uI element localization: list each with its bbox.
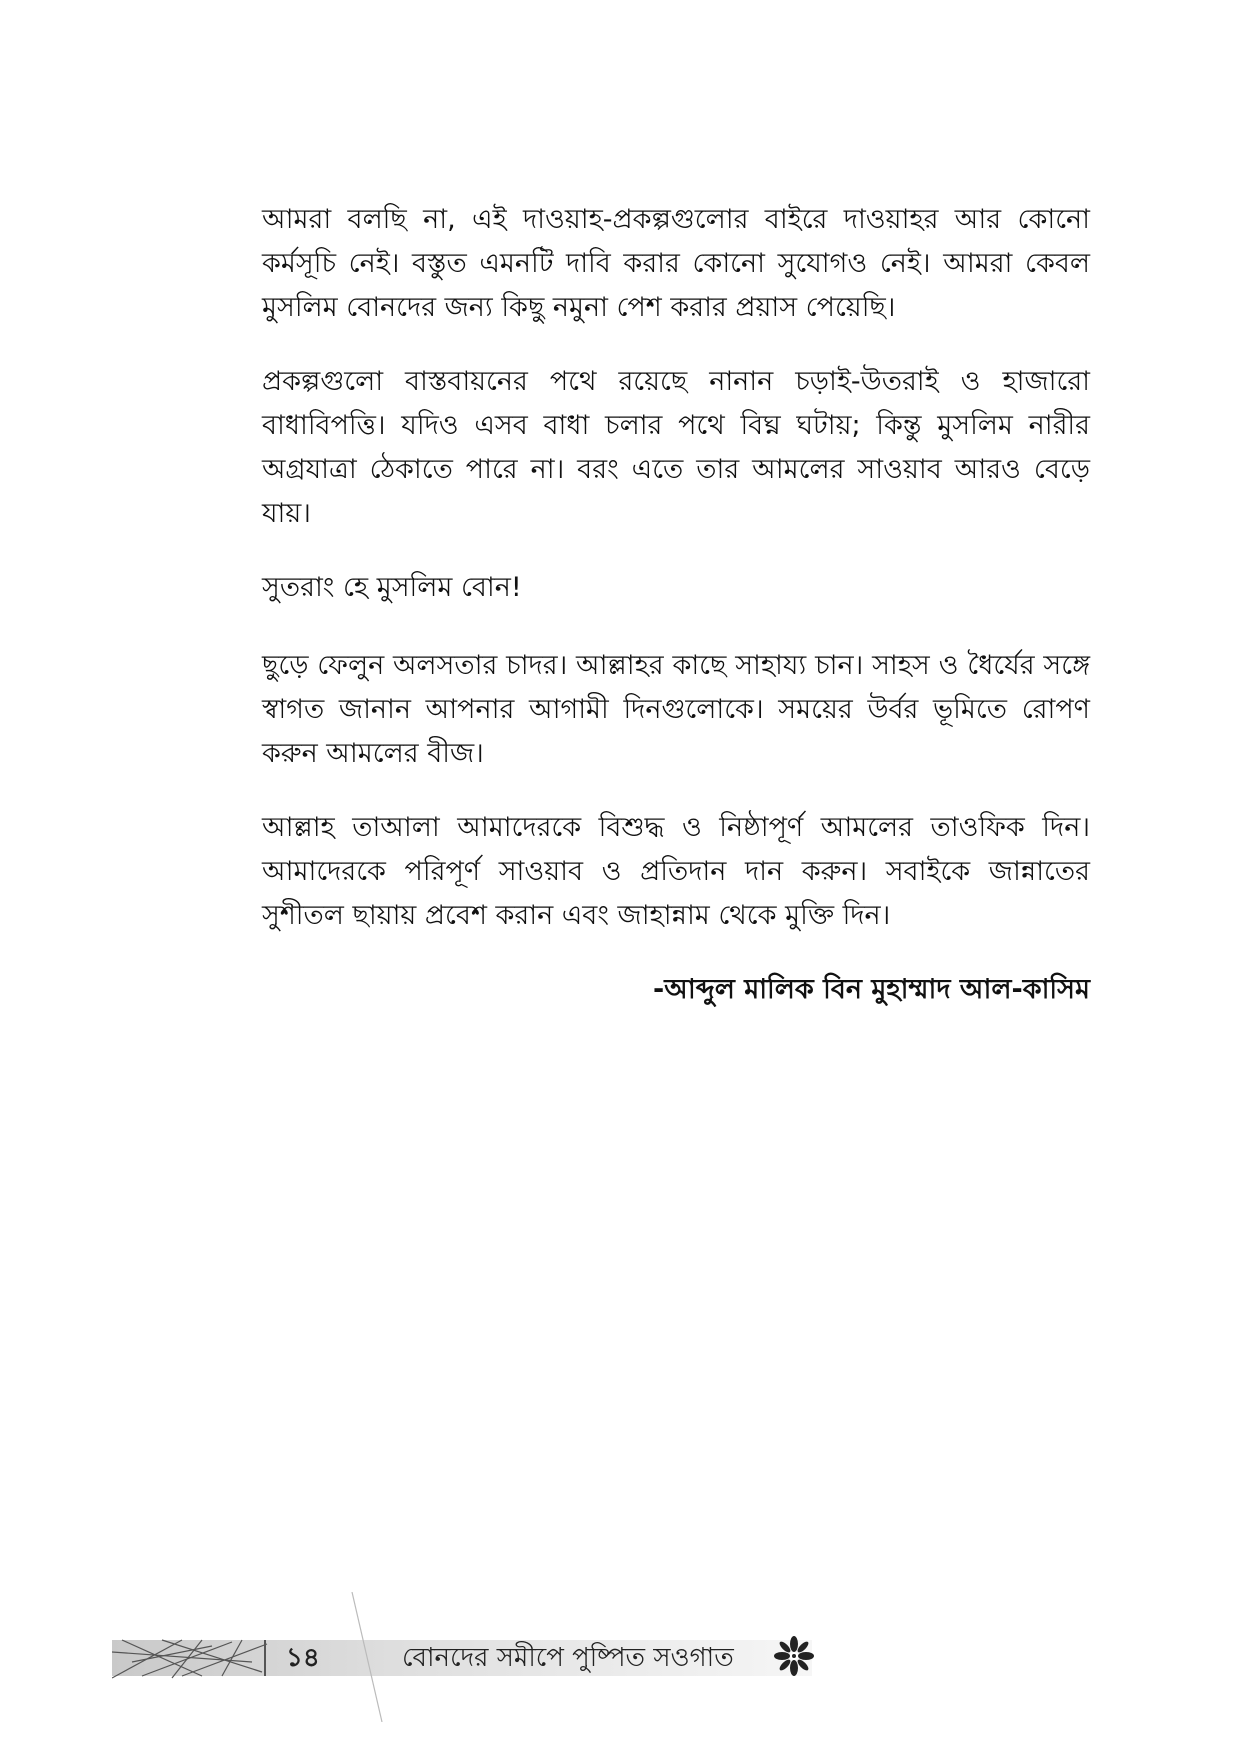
page-body — [262, 198, 1090, 1012]
line-pattern-decoration — [112, 1632, 272, 1682]
paragraph-5: আল্লাহ তাআলা আমাদেরকে বিশুদ্ধ ও নিষ্ঠাপূর্ণ আমলের তাওফিক দিন। আমাদেরকে পরিপূর্ণ সাওয়াব ও প্রতিদান দান করুন। সবাইকে জান্নাতের সুশীতল ছায়ায় প্রবেশ করান এবং জাহান্নাম থেকে মুক্তি দিন। — [262, 812, 1090, 931]
author-signature: -আব্দুল মালিক বিন মুহাম্মাদ আল-কাসিম — [653, 974, 1090, 1005]
paragraph-2: প্রকল্পগুলো বাস্তবায়নের পথে রয়েছে নানান চড়াই-উতরাই ও হাজারো বাধাবিপত্তি। যদিও এসব বাধা চলার পথে বিঘ্ন ঘটায়; কিন্তু মুসলিম নারীর অগ্রযাত্রা ঠেকাতে পারে না। বরং এতে তার আমলের সাওয়াব আরও বেড়ে যায়। — [262, 366, 1090, 529]
flower-icon — [772, 1634, 816, 1678]
book-title: বোনদের সমীপে পুষ্পিত সওগাত — [402, 1643, 734, 1673]
footer-divider — [264, 1640, 266, 1676]
page-number: ১৪ — [286, 1643, 320, 1673]
paragraph-4: ছুড়ে ফেলুন অলসতার চাদর। আল্লাহর কাছে সাহায্য চান। সাহস ও ধৈর্যের সঙ্গে স্বাগত জানান আপনার আগামী দিনগুলোকে। সময়ের উর্বর ভূমিতে রোপণ করুন আমলের বীজ। — [262, 650, 1090, 769]
paragraph-3: সুতরাং হে মুসলিম বোন! — [262, 572, 522, 603]
page-footer — [112, 1632, 812, 1682]
paragraph-1: আমরা বলছি না, এই দাওয়াহ-প্রকল্পগুলোর বাইরে দাওয়াহর আর কোনো কর্মসূচি নেই। বস্তুত এমনটি দাবি করার কোনো সুযোগও নেই। আমরা কেবল মুসলিম বোনদের জন্য কিছু নমুনা পেশ করার প্রয়াস পেয়েছি। — [262, 204, 1090, 323]
